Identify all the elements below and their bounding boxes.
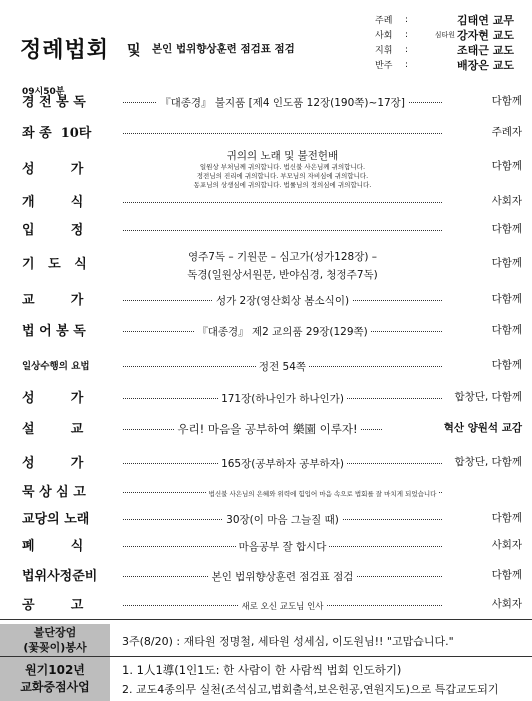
program-role: 사회자 [491, 598, 522, 610]
program-role: 다함께 [491, 569, 522, 581]
start-time: 09시50분 [22, 87, 65, 97]
program-content: 새로 오신 교도님 인사 [238, 602, 326, 612]
program-row [0, 144, 532, 188]
program-row [0, 594, 532, 614]
program-label: 교 가 [22, 293, 84, 308]
program-row [0, 247, 532, 281]
officiant-row: 지휘 : 조태근 교도 [375, 43, 514, 57]
program-content: 마음공부 잘 합시다 [236, 541, 330, 553]
altar-volunteer-text: 3주(8/20) : 재타원 정명철, 세타원 성세심, 이도원님!! "고맙습니다." [122, 635, 454, 648]
program-content: 본인 법위향상훈련 점검표 점검 [209, 571, 357, 583]
program-row [0, 452, 532, 472]
program-content: 정전 54쪽 [256, 361, 309, 373]
program-label: 성 가 [22, 456, 84, 471]
program-label: 묵 상 심 고 [22, 485, 86, 500]
officiant-row: 반주 : 배장은 교도 [375, 58, 514, 72]
program-content: 법신불 사은님의 은혜와 위력에 힘입어 마음 속으로 법회를 잘 마치게 되었습니다 [206, 490, 440, 498]
program-label: 폐 식 [22, 539, 84, 554]
altar-volunteer-label: 불단장엄 (꽃꽂이)봉사 [0, 624, 110, 657]
program-content: 『대종경』 불지품 [제4 인도품 12장(190쪽)~17장] [157, 97, 408, 109]
program-label: 설 교 [22, 422, 84, 437]
program-row [0, 320, 532, 340]
program-role: 사회자 [491, 539, 522, 551]
program-row [0, 122, 532, 142]
altar-volunteer-row [0, 624, 532, 656]
program-content: 우리! 마음을 공부하여 樂園 이루자! [174, 422, 360, 436]
program-role: 다함께 [491, 512, 522, 524]
program-row [0, 219, 532, 239]
program-content-line2: 독경(일원상서원문, 반야심경, 청정주7독) [184, 269, 381, 281]
program-row [0, 387, 532, 407]
focus-project-label: 원기102년 교화중점사업 [0, 657, 110, 701]
program-role: 다함께 [491, 324, 522, 336]
officiant-list [375, 12, 525, 72]
program-content: 30장(이 마음 그늘질 때) [223, 514, 342, 526]
program-label: 좌 종 10타 [22, 126, 92, 141]
title-conjunction: 및 [127, 43, 141, 59]
focus-project-row [0, 656, 532, 701]
program-role: 주례자 [491, 126, 522, 138]
program-role: 다함께 [491, 223, 522, 235]
program-label: 기 도 식 [22, 257, 87, 272]
program-role: 합창단, 다함께 [454, 456, 522, 468]
program-label: 경 전 봉 독 [22, 95, 86, 110]
program-note: 일원상 부처님께 귀의합니다. 법신불 사은님께 귀의합니다. [199, 163, 366, 171]
program-content: 귀의의 노래 및 불전헌배 [224, 150, 341, 162]
footer-notices [0, 619, 532, 701]
program-content: 성가 2장(영산회상 봄소식이) [213, 295, 352, 307]
program-content: 165장(공부하자 공부하자) [218, 458, 347, 470]
program-role: 다함께 [491, 359, 522, 371]
program-note: 정전님의 진리에 귀의합니다. 부모님의 자비심에 귀의합니다. [196, 172, 369, 180]
program-role: 다함께 [491, 257, 522, 269]
program-row [0, 191, 532, 211]
program-row [0, 91, 532, 111]
program-label: 법 어 봉 독 [22, 324, 86, 339]
sermon-speaker: 혁산 양원석 교감 [443, 422, 522, 434]
program-role: 사회자 [491, 195, 522, 207]
focus-project-item: 2. 교도4종의무 실천(조석심고,법회출석,보은헌공,연원지도)으로 특갑교도되기 [122, 683, 499, 696]
program-row [0, 508, 532, 528]
program-role: 다함께 [491, 293, 522, 305]
program-label: 개 식 [22, 195, 84, 210]
program-row [0, 535, 532, 555]
program-label: 교당의 노래 [22, 512, 90, 527]
officiant-row: 사회 : 심타원 강자현 교도 [375, 28, 514, 42]
program-role: 다함께 [491, 95, 522, 107]
program-row [0, 289, 532, 309]
program-label: 성 가 [22, 162, 84, 177]
page-title: 정례법회 [20, 37, 110, 63]
program-row [0, 418, 532, 438]
program-content: 『대종경』 제2 교의품 29장(129쪽) [194, 326, 371, 338]
program-note: 동포님의 상생심에 귀의합니다. 법률님의 정의심에 귀의합니다. [193, 181, 372, 189]
program-label: 공 고 [22, 598, 84, 613]
program-content: 영주7독 – 기원문 – 심고가(성가128장) – [185, 251, 380, 263]
program-row [0, 565, 532, 585]
program-label: 입 정 [22, 223, 84, 238]
program-label: 일상수행의 요법 [22, 361, 90, 372]
program-role: 합창단, 다함께 [454, 391, 522, 403]
program-role: 다함께 [491, 160, 522, 172]
program-label: 성 가 [22, 391, 84, 406]
program-row [0, 355, 532, 375]
program-content: 171장(하나인가 하나인가) [218, 393, 347, 405]
officiant-row: 주례 : 김태연 교무 [375, 13, 514, 27]
program-label: 법위사정준비 [22, 569, 98, 584]
focus-project-item: 1. 1人1導(1인1도: 한 사람이 한 사람씩 법회 인도하기) [122, 663, 402, 677]
program-row [0, 481, 532, 501]
page-subtitle: 본인 법위향상훈련 점검표 점검 [152, 43, 295, 55]
